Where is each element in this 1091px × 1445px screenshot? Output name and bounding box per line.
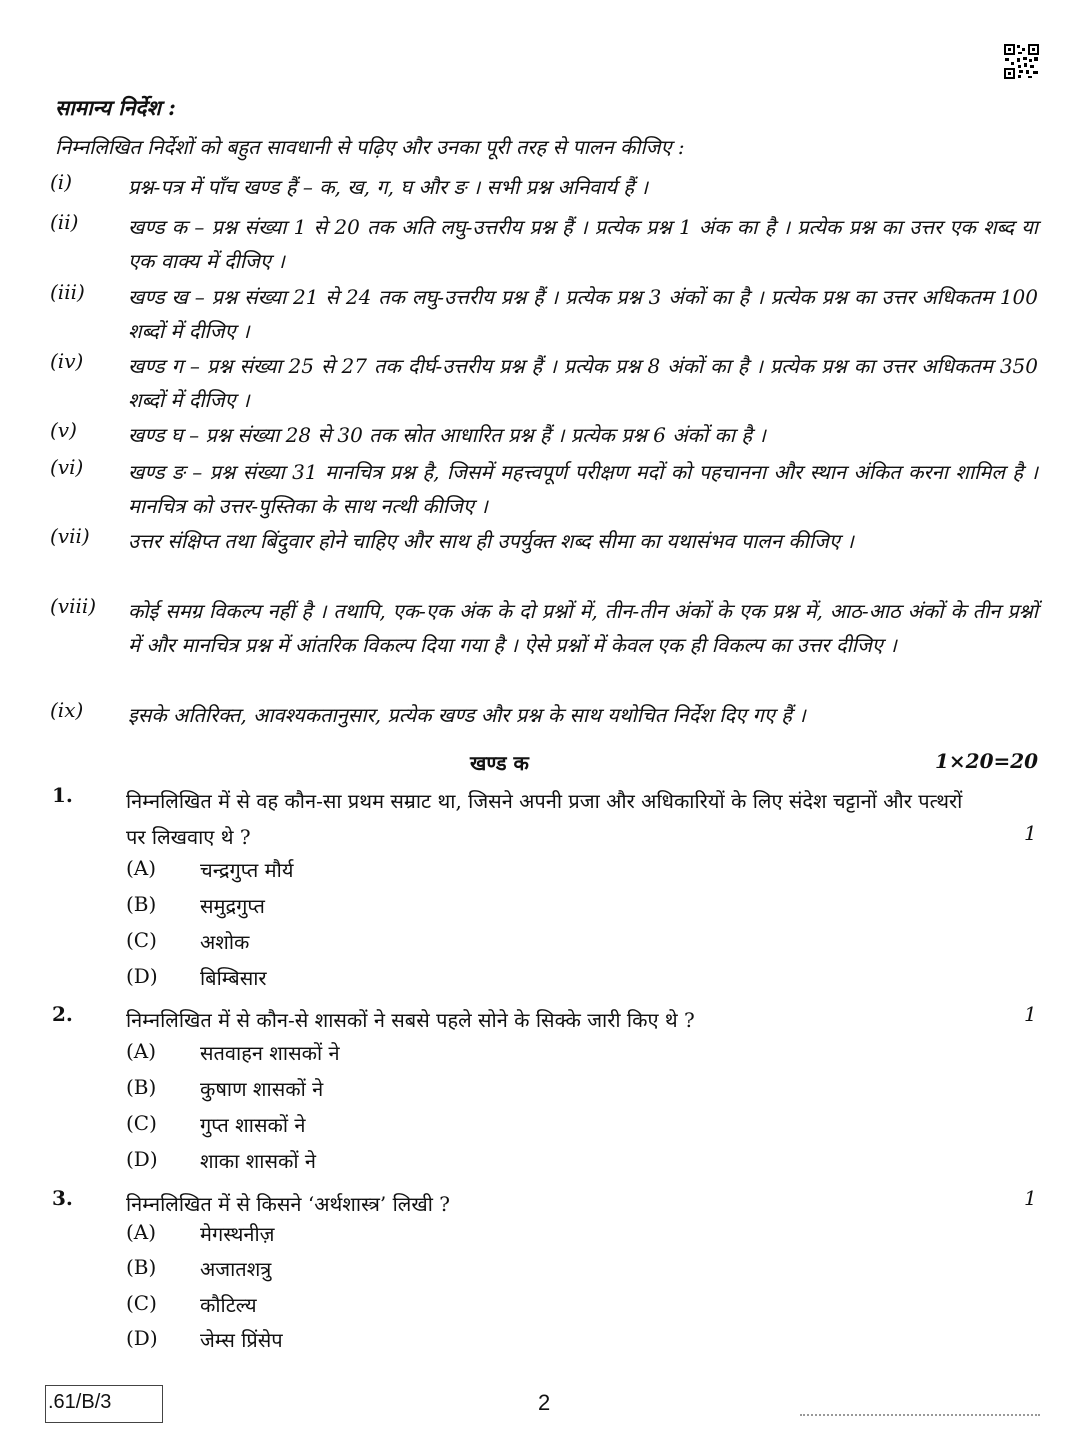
paper-code: .61/B/3 — [48, 1391, 112, 1413]
instruction-number: (i) — [50, 170, 73, 194]
instruction-text: खण्ड ग – प्रश्न संख्या 25 से 27 तक दीर्घ-उत्तरीय प्रश्न हैं । प्रत्येक प्रश्न 8 अंकों का है । प्रत्येक प्रश्न का उत्तर अधिकतम 350 शब्दों में दीजिए । — [128, 354, 1038, 412]
instruction-number: (v) — [50, 418, 77, 442]
question-number: 1. — [52, 783, 73, 807]
question-marks: 1 — [1024, 821, 1037, 845]
option-text: सतवाहन शासकों ने — [200, 1041, 340, 1065]
section-title: खण्ड क — [470, 751, 529, 775]
instruction-text: कोई समग्र विकल्प नहीं है । तथापि, एक-एक अंक के दो प्रश्नों में, तीन-तीन अंकों के एक प्रश्न में, आठ-आठ अंकों के तीन प्रश्नों में और मानचित्र प्रश्न में आंतरिक विकल्प दिया गया है । ऐसे प्रश्नों में केवल एक ही विकल्प का उत्तर दीजिए । — [128, 599, 1038, 657]
question-marks: 1 — [1024, 1186, 1037, 1210]
option-text: चन्द्रगुप्त मौर्य — [200, 858, 294, 882]
instruction-text: खण्ड ख – प्रश्न संख्या 21 से 24 तक लघु-उत्तरीय प्रश्न हैं । प्रत्येक प्रश्न 3 अंकों का है । प्रत्येक प्रश्न का उत्तर अधिकतम 100 शब्दों में दीजिए । — [128, 285, 1038, 343]
section-marks: 1×20=20 — [935, 749, 1039, 773]
question-number: 2. — [52, 1002, 73, 1026]
instruction-text: खण्ड क – प्रश्न संख्या 1 से 20 तक अति लघु-उत्तरीय प्रश्न हैं । प्रत्येक प्रश्न 1 अंक का है । प्रत्येक प्रश्न का उत्तर एक शब्द या एक वाक्य में दीजिए । — [128, 215, 1038, 273]
paper-code-box — [45, 1385, 163, 1423]
instruction-text: इसके अतिरिक्त, आवश्यकतानुसार, प्रत्येक खण्ड और प्रश्न के साथ यथोचित निर्देश दिए गए हैं । — [128, 703, 806, 727]
option-text: शाका शासकों ने — [200, 1149, 316, 1173]
option-label: (C) — [126, 1291, 157, 1315]
instruction-number: (iv) — [50, 349, 84, 373]
instruction-number: (vii) — [50, 524, 90, 548]
microtext-line — [800, 1414, 1040, 1416]
instruction-text: खण्ड घ – प्रश्न संख्या 28 से 30 तक स्रोत आधारित प्रश्न हैं । प्रत्येक प्रश्न 6 अंकों का है । — [128, 423, 766, 447]
option-label: (D) — [126, 1147, 158, 1171]
option-label: (D) — [126, 964, 158, 988]
question-text: निम्नलिखित में से वह कौन-सा प्रथम सम्राट था, जिसने अपनी प्रजा और अधिकारियों के लिए संदेश चट्टानों और पत्थरों पर लिखवाए थे ? — [126, 789, 963, 849]
page-number: 2 — [538, 1390, 551, 1415]
option-text: गुप्त शासकों ने — [200, 1113, 306, 1137]
instructions-heading: सामान्य निर्देश : — [55, 95, 176, 120]
instruction-number: (viii) — [50, 594, 97, 618]
instruction-text: उत्तर संक्षिप्त तथा बिंदुवार होने चाहिए और साथ ही उपर्युक्त शब्द सीमा का यथासंभव पालन कीजिए । — [128, 529, 854, 553]
option-label: (A) — [126, 1039, 157, 1063]
instruction-number: (vi) — [50, 455, 84, 479]
option-label: (B) — [126, 1255, 157, 1279]
option-text: कुषाण शासकों ने — [200, 1077, 324, 1101]
instruction-number: (ii) — [50, 210, 79, 234]
instruction-number: (ix) — [50, 698, 84, 722]
instructions-intro: निम्नलिखित निर्देशों को बहुत सावधानी से पढ़िए और उनका पूरी तरह से पालन कीजिए : — [55, 135, 685, 159]
qr-code-icon — [1003, 43, 1040, 80]
question-number: 3. — [52, 1186, 73, 1210]
instruction-text: प्रश्न-पत्र में पाँच खण्ड हैं – क, ख, ग, घ और ङ । सभी प्रश्न अनिवार्य हैं । — [128, 175, 648, 199]
option-label: (C) — [126, 1111, 157, 1135]
option-label: (C) — [126, 928, 157, 952]
option-text: समुद्रगुप्त — [200, 894, 265, 918]
question-text: निम्नलिखित में से किसने ‘अर्थशास्त्र’ लिखी ? — [126, 1192, 450, 1216]
option-text: अशोक — [200, 930, 250, 954]
option-text: मेगस्थनीज़ — [200, 1222, 275, 1246]
instruction-number: (iii) — [50, 280, 85, 304]
option-label: (D) — [126, 1326, 158, 1350]
question-marks: 1 — [1024, 1002, 1037, 1026]
option-text: जेम्स प्रिंसेप — [200, 1328, 283, 1352]
option-text: अजातशत्रु — [200, 1257, 272, 1281]
option-label: (B) — [126, 892, 157, 916]
option-label: (A) — [126, 1220, 157, 1244]
option-label: (A) — [126, 856, 157, 880]
option-text: बिम्बिसार — [200, 966, 267, 990]
question-text: निम्नलिखित में से कौन-से शासकों ने सबसे पहले सोने के सिक्के जारी किए थे ? — [126, 1008, 695, 1032]
option-label: (B) — [126, 1075, 157, 1099]
option-text: कौटिल्य — [200, 1293, 257, 1317]
instruction-text: खण्ड ङ – प्रश्न संख्या 31 मानचित्र प्रश्न है, जिसमें महत्त्वपूर्ण परीक्षण मदों को पहचानना और स्थान अंकित करना शामिल है । मानचित्र को उत्तर-पुस्तिका के साथ नत्थी कीजिए । — [128, 460, 1038, 518]
